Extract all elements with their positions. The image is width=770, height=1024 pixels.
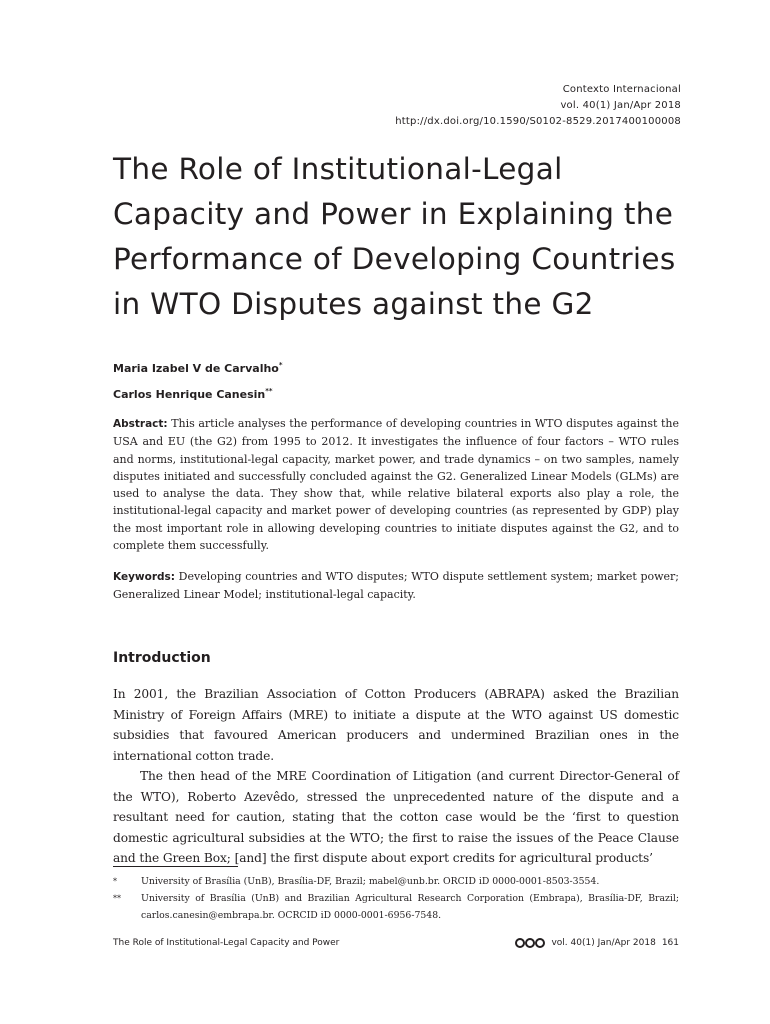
keywords-label: Keywords: [113, 571, 175, 583]
abstract-label: Abstract: [113, 418, 168, 430]
paragraph: The then head of the MRE Coordination of Litigation (and current Director-General of the WTO), Roberto Azevêdo, stressed the unprecedented nature of the dispute and a resultant need for caution, stating that the cotton case would be the ‘first to question domestic agricultural subsidies at the WTO; the first to raise the issues of the Peace Clause and the Green Box; [and] the first dispute about export credits for agricultural products’ [113, 769, 679, 865]
body-text [113, 684, 679, 869]
title-line: The Role of Institutional-Legal [113, 152, 563, 186]
page-number: 161 [661, 938, 679, 948]
footnote-text: University of Brasília (UnB), Brasília-DF, Brazil; mabel@unb.br. ORCID iD 0000-0001-8503-3554. [141, 876, 600, 887]
author-name: Maria Izabel V de Carvalho [113, 362, 279, 375]
title-line: Performance of Developing Countries [113, 242, 676, 276]
footnote-divider [113, 866, 238, 867]
paragraph: In 2001, the Brazilian Association of Cotton Producers (ABRAPA) asked the Brazilian Ministry of Foreign Affairs (MRE) to initiate a dispute at the WTO against US domestic subsidies that favoured American producers and undermined Brazilian ones in the international cotton trade. [113, 687, 679, 763]
author-footnote-mark: ** [265, 387, 273, 395]
abstract [113, 415, 679, 554]
author-footnote-mark: * [278, 361, 283, 369]
journal-header [395, 82, 681, 130]
doi-link[interactable]: http://dx.doi.org/10.1590/S0102-8529.2017400100008 [395, 116, 681, 127]
keywords [113, 568, 679, 604]
running-title: The Role of Institutional-Legal Capacity and Power [113, 938, 340, 948]
author [113, 354, 283, 380]
author-list [113, 354, 283, 406]
footnote [113, 890, 679, 924]
footnotes [113, 873, 679, 924]
journal-volume: vol. 40(1) Jan/Apr 2018 [560, 100, 681, 111]
journal-logo-icon [515, 938, 545, 948]
article-title [113, 147, 693, 327]
title-line: in WTO Disputes against the G2 [113, 287, 594, 321]
author [113, 380, 283, 406]
title-line: Capacity and Power in Explaining the [113, 197, 674, 231]
footnote-mark: * [113, 877, 117, 886]
footer-meta [515, 937, 679, 949]
section-heading: Introduction [113, 650, 211, 666]
keywords-text: Developing countries and WTO disputes; WTO dispute settlement system; market power; Generalized Linear Model; institutional-legal capacity. [113, 570, 679, 602]
journal-name: Contexto Internacional [562, 84, 681, 95]
footer-volume: vol. 40(1) Jan/Apr 2018 [551, 938, 656, 948]
footnote [113, 873, 679, 890]
abstract-text: This article analyses the performance of developing countries in WTO disputes against the USA and EU (the G2) from 1995 to 2012. It investigates the influence of four factors – WTO rules and norms, institutional-legal capacity, market power, and trade dynamics – on two samples, namely disputes initiated and successfully concluded against the G2. Generalized Linear Models (GLMs) are used to analyse the data. They show that, while relative bilateral exports also play a role, the institutional-legal capacity and market power of developing countries (as represented by GDP) play the most important role in allowing developing countries to initiate disputes against the G2, and to complete them successfully. [113, 417, 679, 553]
footnote-text: University of Brasília (UnB) and Brazilian Agricultural Research Corporation (Embrapa), Brasília-DF, Brazil; carlos.canesin@embrapa.br. OCRCID iD 0000-0001-6956-7548. [141, 893, 679, 921]
author-name: Carlos Henrique Canesin [113, 388, 266, 401]
footnote-mark: ** [113, 894, 121, 903]
